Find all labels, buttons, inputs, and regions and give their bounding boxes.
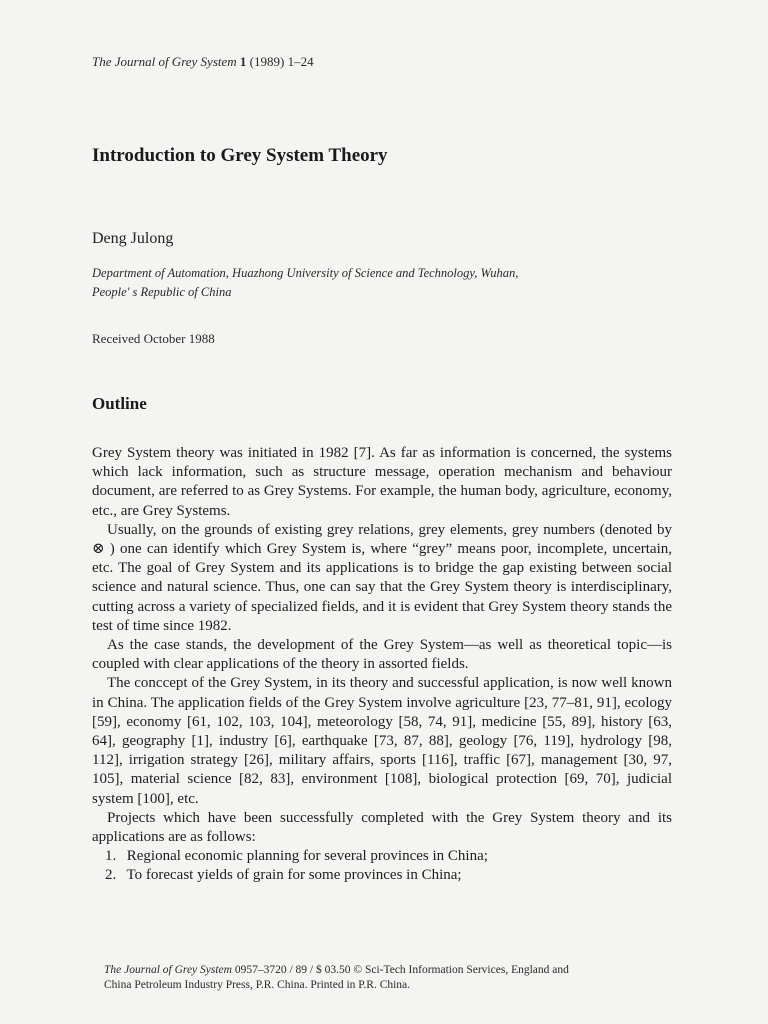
paragraph: The conccept of the Grey System, in its theory and successful application, is now well known in China. The application fields of the Grey System involve agriculture [23, 77–81, 91], ecology [59], economy [61, 102, 103, 104], meteorology [58, 74, 91], medicine [55, 89], history [63, 64], geography [1], industry [6], earthquake [73, 87, 88], geology [76, 119], hydrology [98, 112], irrigation strategy [26], military affairs, sports [116], traffic [67], management [30, 97, 105], material science [82, 83], environment [108], biological protection [69, 70], judicial system [100], etc.: [92, 675, 672, 807]
list-item: [92, 866, 672, 885]
footer-line-1: [104, 963, 684, 978]
journal-year-pages: (1989) 1–24: [249, 54, 314, 69]
received-date: Received October 1988: [92, 331, 215, 346]
list-item-number: 2.: [105, 867, 117, 884]
section-heading-outline: Outline: [92, 394, 147, 413]
list-item-number: 1.: [105, 848, 117, 865]
paragraph: As the case stands, the development of the Grey System—as well as theoretical topic—is coupled with clear applications of the theory in assorted fields.: [92, 637, 672, 673]
footer-journal-name: The Journal of Grey System: [104, 964, 232, 976]
author-affiliation: [92, 264, 692, 302]
list-item-text: Regional economic planning for several provinces in China;: [126, 848, 488, 865]
footer-issn-copyright: 0957–3720 / 89 / $ 03.50 © Sci-Tech Information Services, England and: [234, 964, 569, 976]
paragraph: Usually, on the grounds of existing grey relations, grey elements, grey numbers (denoted by ⊗ ) one can identify which Grey System is, where “grey” means poor, incomplete, uncertain, etc. The goal of Grey System and its applications is to bridge the gap existing between social science and natural science. Thus, one can say that the Grey System theory is interdisciplinary, cutting across a variety of specialized fields, and it is evident that Grey System theory stands the test of time since 1982.: [92, 521, 672, 634]
paragraph: Grey System theory was initiated in 1982 [7]. As far as information is concerned, the systems which lack information, such as structure message, operation mechanism and behaviour document, are referred to as Grey Systems. For example, the human body, agriculture, economy, etc., are Grey Systems.: [92, 445, 672, 519]
page-footer: [104, 963, 684, 993]
footer-line-2: China Petroleum Industry Press, P.R. China. Printed in P.R. China.: [104, 979, 411, 991]
body-text: [92, 444, 672, 886]
list-item: [92, 847, 672, 866]
affiliation-line-2: People' s Republic of China: [92, 285, 232, 299]
journal-volume: 1: [239, 54, 247, 69]
affiliation-line-1: Department of Automation, Huazhong University of Science and Technology, Wuhan,: [92, 266, 519, 280]
project-list: [92, 847, 672, 885]
paper-title: Introduction to Grey System Theory: [92, 145, 388, 166]
list-item-text: To forecast yields of grain for some provinces in China;: [126, 867, 462, 884]
journal-name: The Journal of Grey System: [92, 54, 237, 69]
author-name: Deng Julong: [92, 230, 174, 247]
journal-citation-header: [92, 54, 314, 70]
paragraph: Projects which have been successfully completed with the Grey System theory and its applications are as follows:: [92, 809, 672, 846]
